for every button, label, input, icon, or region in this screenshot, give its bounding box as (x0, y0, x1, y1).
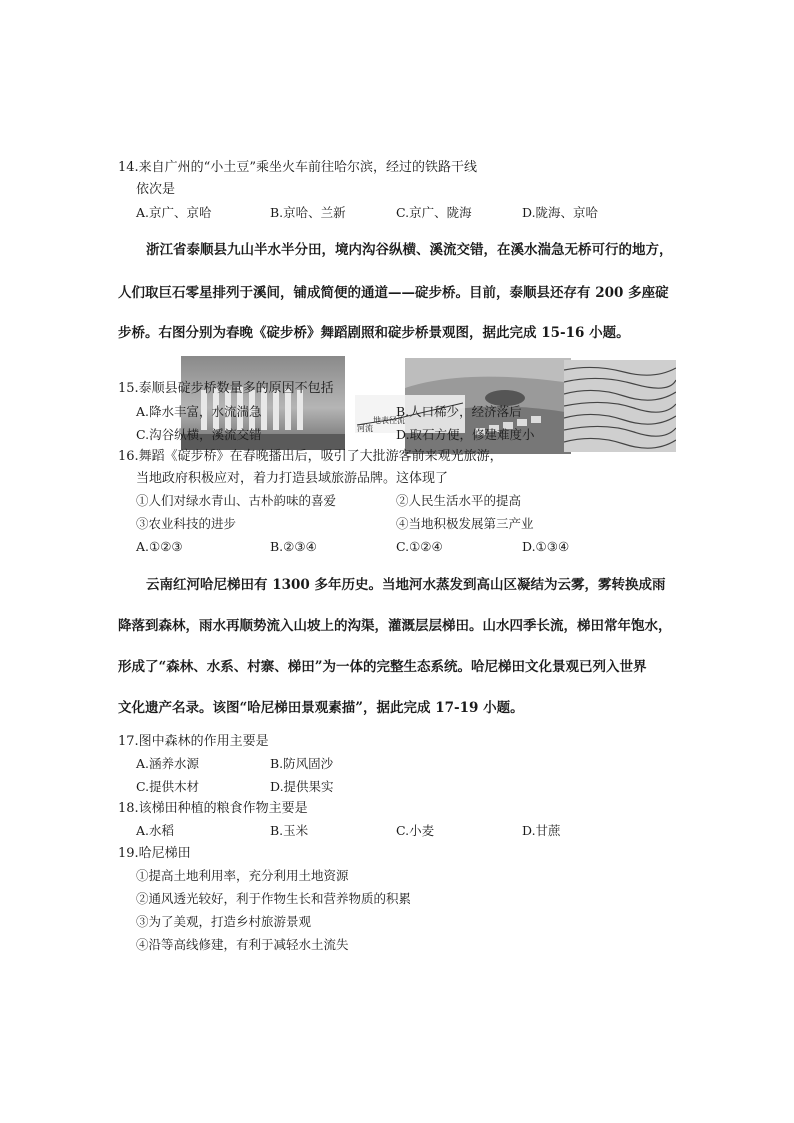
q14-option-b: B.京哈、兰新 (270, 205, 346, 220)
q15-stem: 15.泰顺县碇步桥数量多的原因不包括 (118, 381, 334, 396)
river-label: 河流 (357, 424, 373, 433)
q17-option-b: B.防风固沙 (270, 756, 334, 771)
q17-stem: 17.图中森林的作用主要是 (118, 734, 269, 749)
passage1-line3: 步桥。右图分别为春晚《碇步桥》舞蹈剧照和碇步桥景观图，据此完成 15-16 小题。 (118, 325, 630, 341)
terrace-sketch-photo (564, 360, 676, 452)
passage2-line3: 形成了“森林、水系、村寨、梯田”为一体的完整生态系统。哈尼梯田文化景观已列入世界 (118, 659, 647, 675)
q14-option-a: A.京广、京哈 (136, 205, 212, 220)
passage2-line2: 降落到森林，雨水再顺势流入山坡上的沟渠，灌溉层层梯田。山水四季长流，梯田常年饱水， (118, 618, 672, 634)
q19-item-3: ③为了美观，打造乡村旅游景观 (136, 914, 312, 929)
q16-option-d: D.①③④ (522, 539, 570, 554)
q14-stem-line1: 14.来自广州的“小土豆”乘坐火车前往哈尔滨，经过的铁路干线 (118, 160, 477, 175)
passage1-line1: 浙江省泰顺县九山半水半分田，境内沟谷纵横、溪流交错，在溪水湍急无桥可行的地方， (146, 242, 673, 258)
q14-option-d: D.陇海、京哈 (522, 205, 599, 220)
passage1-line2: 人们取巨石零星排列于溪间，铺成简便的通道——碇步桥。目前，泰顺县还存有 200 多座碇 (118, 285, 669, 301)
q18-stem: 18.该梯田种植的粮食作物主要是 (118, 801, 308, 816)
runoff-label: 地表径流 (373, 416, 405, 425)
q17-option-a: A.涵养水源 (136, 756, 200, 771)
q17-option-d: D.提供果实 (270, 779, 334, 794)
q17-option-c: C.提供木材 (136, 779, 200, 794)
q15-option-a: A.降水丰富，水流湍急 (136, 404, 262, 419)
q16-stem-line2: 当地政府积极应对，着力打造县域旅游品牌。这体现了 (136, 471, 449, 486)
q19-item-2: ②通风透光较好，利于作物生长和营养物质的积累 (136, 891, 412, 906)
q16-item-2: ②人民生活水平的提高 (396, 493, 522, 508)
q18-option-b: B.玉米 (270, 823, 309, 838)
passage2-line4: 文化遗产名录。该图“哈尼梯田景观素描”，据此完成 17-19 小题。 (118, 700, 524, 716)
passage2-line1: 云南红河哈尼梯田有 1300 多年历史。当地河水蒸发到高山区凝结为云雾，雾转换成雨 (146, 577, 666, 593)
q16-item-4: ④当地积极发展第三产业 (396, 516, 534, 531)
q15-option-c: C.沟谷纵横，溪流交错 (136, 427, 262, 442)
q15-option-d: D.取石方便，修建难度小 (396, 427, 535, 442)
q16-option-b: B.②③④ (270, 539, 317, 554)
q16-option-a: A.①②③ (136, 539, 183, 554)
q14-stem-line2: 依次是 (136, 182, 176, 197)
q16-option-c: C.①②④ (396, 539, 443, 554)
q14-option-c: C.京广、陇海 (396, 205, 472, 220)
q16-item-1: ①人们对绿水青山、古朴韵味的喜爱 (136, 493, 337, 508)
q18-option-c: C.小麦 (396, 823, 435, 838)
q16-item-3: ③农业科技的进步 (136, 516, 237, 531)
q16-stem-line1: 16.舞蹈《碇步桥》在春晚播出后，吸引了大批游客前来观光旅游， (118, 449, 503, 464)
q19-stem: 19.哈尼梯田 (118, 846, 191, 861)
q18-option-a: A.水稻 (136, 823, 175, 838)
q19-item-4: ④沿等高线修建，有利于减轻水土流失 (136, 937, 349, 952)
q18-option-d: D.甘蔗 (522, 823, 561, 838)
q15-option-b: B.人口稀少，经济落后 (396, 404, 522, 419)
q19-item-1: ①提高土地利用率，充分利用土地资源 (136, 868, 349, 883)
